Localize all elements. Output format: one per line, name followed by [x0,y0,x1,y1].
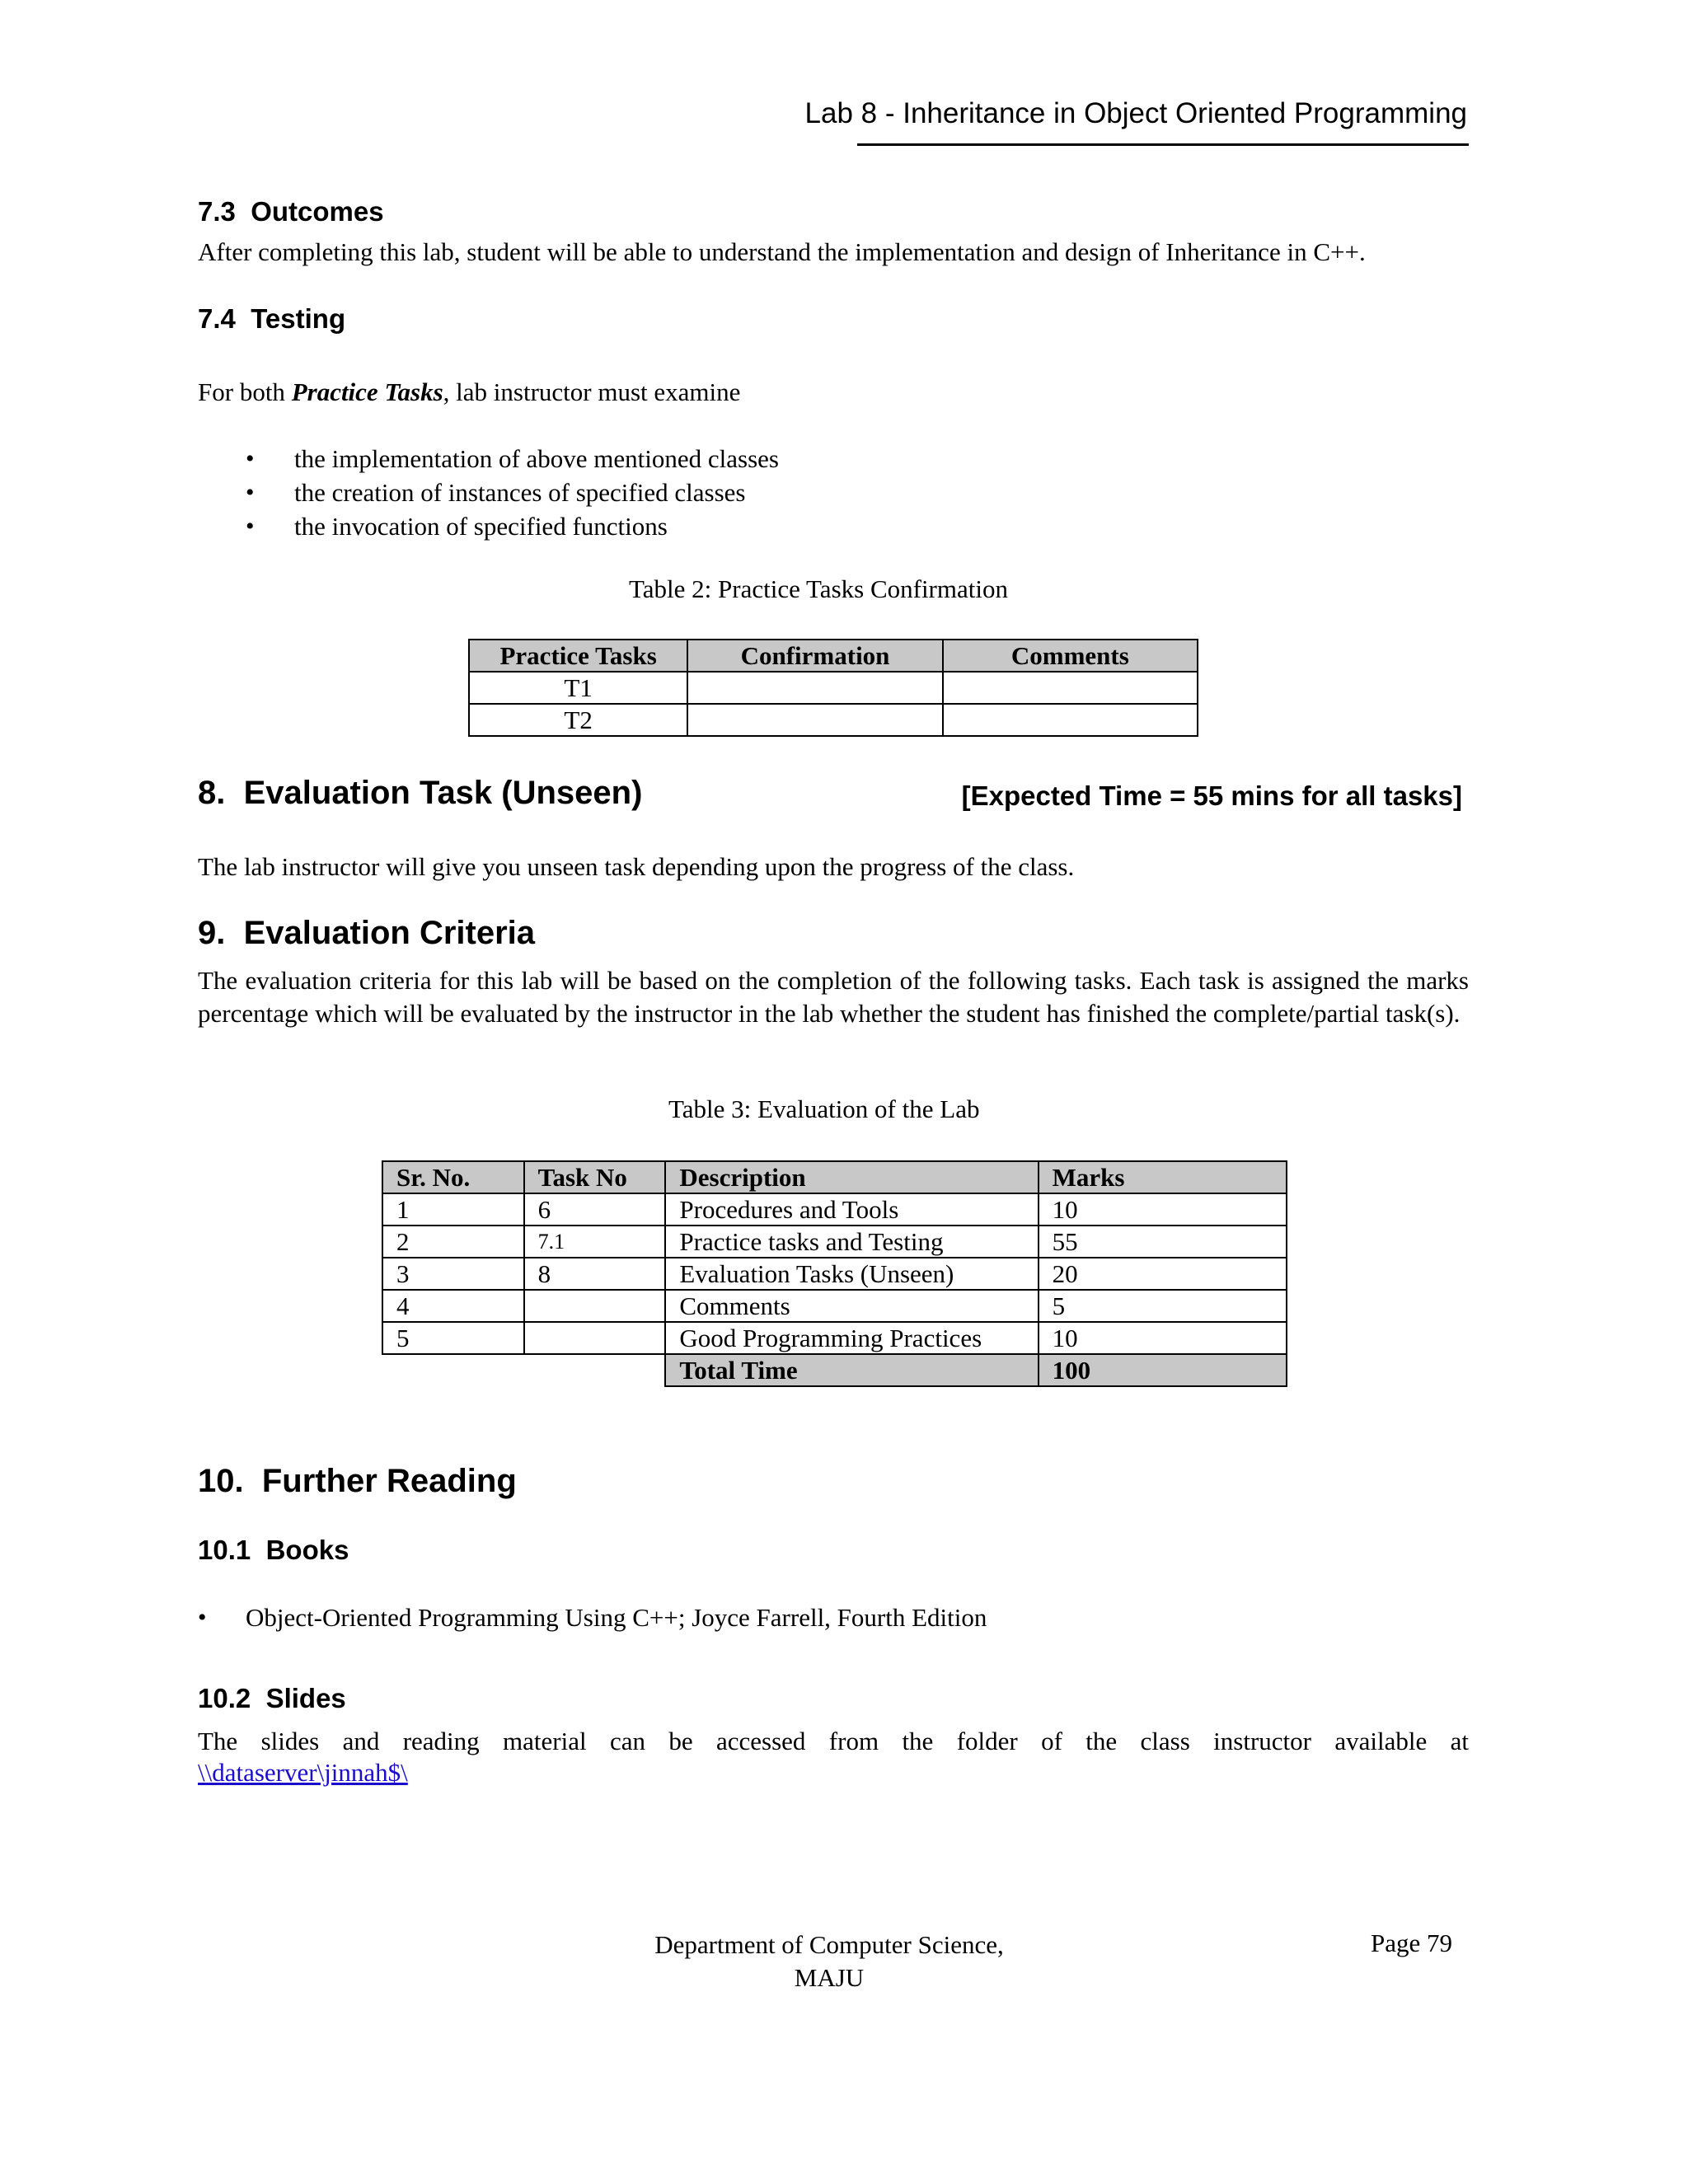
table-cell: T2 [469,704,687,736]
heading-number: 10.1 [198,1535,251,1565]
heading-8 [198,775,642,812]
table-cell: 20 [1039,1258,1287,1290]
table-row [469,672,1198,704]
header-rule [857,143,1469,146]
evaluation-task-text: The lab instructor will give you unseen task depending upon the progress of the class. [198,852,1075,881]
table-cell: 5 [1039,1290,1287,1322]
table-header-cell: Comments [943,640,1198,672]
table-cell [943,672,1198,704]
table-row [382,1258,1287,1290]
table-cell: 5 [382,1322,524,1354]
outcomes-text: After completing this lab, student will be able to understand the implementation and design of Inheritance in C++. [198,237,1366,266]
total-value: 100 [1039,1354,1287,1386]
bullet-icon: • [198,1604,207,1631]
testing-intro-emphasis: Practice Tasks [291,377,443,406]
heading-number: 7.3 [198,196,236,227]
table-row [382,1226,1287,1258]
list-item-text: Object-Oriented Programming Using C++; Joyce Farrell, Fourth Edition [246,1603,987,1632]
heading-title: Evaluation Task (Unseen) [243,775,643,811]
table-cell: 10 [1039,1193,1287,1226]
heading-number: 7.4 [198,303,236,334]
heading-10 [198,1463,517,1500]
list-item [198,1601,987,1634]
books-list [198,1601,987,1634]
table-header-cell: Practice Tasks [469,640,687,672]
practice-tasks-table [468,639,1198,737]
table-header-row [469,640,1198,672]
list-item [198,442,779,476]
running-header: Lab 8 - Inheritance in Object Oriented Programming [804,97,1467,129]
slides-link-line [198,1758,408,1788]
list-item [198,509,779,543]
table-header-cell: Confirmation [687,640,942,672]
table-header-cell: Description [665,1161,1038,1193]
table-cell: Comments [665,1290,1038,1322]
slides-text: The slides and reading material can be accessed from the folder of the class instructor available at [198,1727,1469,1755]
heading-number: 10. [198,1463,244,1499]
table-cell [687,704,942,736]
list-item-text: the implementation of above mentioned classes [294,444,779,473]
table-row [382,1290,1287,1322]
list-item-text: the creation of instances of specified classes [294,478,746,507]
table-cell: 55 [1039,1226,1287,1258]
heading-10-2 [198,1683,346,1714]
heading-number: 9. [198,915,226,951]
heading-10-1 [198,1535,349,1566]
table-cell: Good Programming Practices [665,1322,1038,1354]
table-cell: 4 [382,1290,524,1322]
total-label: Total Time [665,1354,1038,1386]
table-empty-cell [524,1354,666,1386]
table-header-cell: Task No [524,1161,666,1193]
heading-number: 10.2 [198,1683,251,1713]
heading-7-4 [198,303,345,335]
list-item-text: the invocation of specified functions [294,512,668,541]
table-header-cell: Sr. No. [382,1161,524,1193]
table-cell [687,672,942,704]
page-number: Page 79 [1371,1929,1453,1957]
heading-7-3 [198,196,384,227]
table-cell [524,1322,666,1354]
heading-9 [198,915,535,952]
table-header-cell: Marks [1039,1161,1287,1193]
table-cell [943,704,1198,736]
testing-intro-after: , lab instructor must examine [443,377,741,406]
evaluation-criteria-text: The evaluation criteria for this lab will be based on the completion of the following tasks. Each task is assigned the marks percentage which will be evaluated by the instructor in the lab whether the student has finished the complete/partial task(s). [198,966,1469,1028]
heading-number: 8. [198,775,226,811]
table-cell: 8 [524,1258,666,1290]
table-row [469,704,1198,736]
table-cell: 1 [382,1193,524,1226]
table-header-row [382,1161,1287,1193]
heading-title: Further Reading [261,1463,517,1499]
testing-intro [198,377,740,407]
table-cell: 3 [382,1258,524,1290]
table-cell: 6 [524,1193,666,1226]
list-item [198,476,779,509]
table2-caption: Table 2: Practice Tasks Confirmation [629,574,1008,603]
bullet-icon: • [246,445,255,472]
heading-title: Testing [251,303,346,334]
expected-time: [Expected Time = 55 mins for all tasks] [961,780,1462,811]
table3-caption: Table 3: Evaluation of the Lab [668,1094,980,1123]
table-cell: 7.1 [524,1226,666,1258]
testing-bullet-list [198,442,779,543]
testing-intro-before: For both [198,377,292,406]
table-cell: 2 [382,1226,524,1258]
heading-title: Books [265,1535,349,1565]
footer-dept-line2: MAJU [794,1963,865,1992]
table-cell: Evaluation Tasks (Unseen) [665,1258,1038,1290]
table-row [382,1193,1287,1226]
table-empty-cell [382,1354,524,1386]
table-cell: T1 [469,672,687,704]
table-cell: 10 [1039,1322,1287,1354]
table-cell [524,1290,666,1322]
footer-dept-line1: Department of Computer Science, [654,1930,1004,1959]
footer-department [640,1929,1019,1994]
table-total-row [382,1354,1287,1386]
table-cell: Practice tasks and Testing [665,1226,1038,1258]
heading-title: Outcomes [251,196,384,227]
bullet-icon: • [246,513,255,540]
table-row [382,1322,1287,1354]
heading-title: Slides [265,1683,346,1713]
dataserver-link[interactable]: \\dataserver\jinnah$\ [198,1758,408,1787]
bullet-icon: • [246,479,255,506]
table-cell: Procedures and Tools [665,1193,1038,1226]
heading-title: Evaluation Criteria [243,915,536,951]
evaluation-table [382,1160,1287,1387]
